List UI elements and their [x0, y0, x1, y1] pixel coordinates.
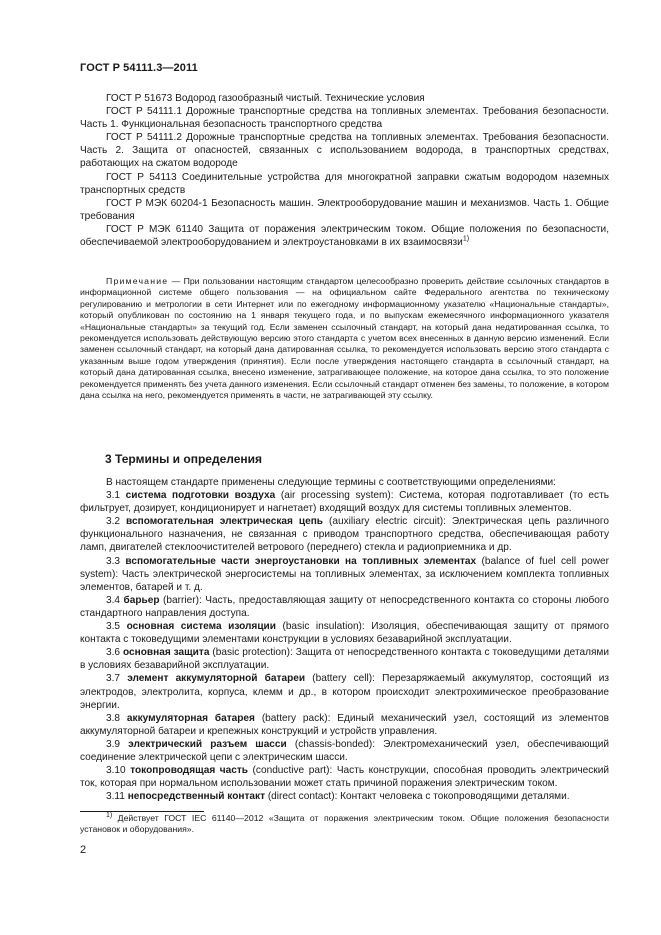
note-block — [80, 276, 609, 401]
term-number: 3.5 — [106, 621, 127, 633]
term-name: электрический разъем шасси — [128, 738, 287, 750]
footnote-marker: 1) — [106, 812, 113, 820]
term-entry — [80, 620, 609, 646]
term-name: барьер — [123, 594, 160, 606]
term-definition: (auxiliary electric circuit): Электрическая цепь различного функционального назначения, не связанная с приводом транспортного средства, обеспечивающая работу ламп, двигателей стеклоочистителей ветрового (переднего) стекла и радиоприемника и др. — [80, 516, 609, 554]
term-name: вспомогательные части энергоустановки на топливных элементах — [125, 555, 477, 567]
footnote — [80, 813, 609, 836]
term-name: система подготовки воздуха — [125, 490, 276, 502]
term-entry — [80, 646, 609, 672]
terms-list — [80, 476, 609, 803]
term-name: элемент аккумуляторной батареи — [127, 673, 306, 685]
footnote-divider — [80, 811, 204, 812]
footnote-paragraph — [80, 813, 609, 836]
footnote-marker: 1) — [462, 235, 470, 243]
reference-item — [80, 223, 609, 249]
term-number: 3.11 — [106, 791, 128, 803]
term-entry — [80, 738, 609, 764]
term-entry — [80, 489, 609, 515]
term-definition: (battery cell): Перезаряжаемый аккумулятор, состоящий из электродов, электролита, корпуса, клемм и др., в котором происходит электрохимическое преобразование энергии. — [80, 673, 610, 711]
reference-item: ГОСТ Р МЭК 60204-1 Безопасность машин. Электрооборудование машин и механизмов. Часть 1. Общие требования — [80, 197, 609, 222]
term-entry — [80, 555, 609, 594]
term-definition: (barrier): Часть, предоставляющая защиту от непосредственного контакта со стороны любого стандартного направления доступа. — [80, 594, 609, 619]
term-entry — [80, 790, 609, 803]
term-number: 3.7 — [106, 673, 128, 685]
footnote-text: Действует ГОСТ IEC 61140—2012 «Защита от поражения электрическим током. Общие положения безопасности установок и оборудования». — [80, 813, 609, 835]
term-entry — [80, 594, 609, 620]
normative-references — [80, 92, 609, 249]
term-definition: (air processing system): Система, которая подготавливает (то есть фильтрует, дозирует, кондиционирует и нагнетает) входящий воздух для системы топливных элементов. — [80, 490, 609, 515]
reference-item: ГОСТ Р 54113 Соединительные устройства для многократной заправки сжатым водородом наземных транспортных средств — [80, 171, 609, 196]
term-number: 3.3 — [106, 555, 126, 567]
reference-text: ГОСТ Р МЭК 61140 Защита от поражения электрическим током. Общие положения по безопасности, обеспечиваемой электрооборудованием и электроустановками в их взаимосвязи — [80, 223, 609, 249]
reference-item: ГОСТ Р 54111.1 Дорожные транспортные средства на топливных элементах. Требования безопасности. Часть 1. Функциональная безопасность транспортного средства — [80, 106, 609, 131]
term-number: 3.10 — [106, 765, 131, 777]
term-definition: (basic insulation): Изоляция, обеспечивающая защиту от прямого контакта с токоведущими элементами конструкции в условиях безаварийной эксплуатации. — [80, 621, 609, 646]
reference-item: ГОСТ Р 54111.2 Дорожные транспортные средства на топливных элементах. Требования безопасности. Часть 2. Защита от опасностей, связанных с использованием водорода, в транспортных средствах, работающих на сжатом водороде — [80, 132, 609, 170]
term-name: основная защита — [123, 647, 210, 659]
term-name: вспомогательная электрическая цепь — [126, 516, 324, 528]
term-number: 3.4 — [106, 594, 124, 606]
term-name: аккумуляторная батарея — [126, 712, 255, 724]
term-definition: (balance of fuel cell power system): Часть электрической энергосистемы на топливных элементах, за исключением комплекта топливных элементов, батарей и т. д. — [80, 555, 610, 593]
section-heading: 3 Термины и определения — [105, 452, 263, 466]
term-definition: (direct contact): Контакт человека с токопроводящими деталями. — [265, 791, 570, 803]
term-definition: (conductive part): Часть конструкции, способная проводить электрический ток, которая при нормальном использовании может стать причиной поражения электрическим током. — [80, 765, 609, 790]
terms-intro: В настоящем стандарте применены следующие термины с соответствующими определениями: — [106, 477, 556, 488]
term-entry — [80, 764, 609, 790]
page-number: 2 — [80, 844, 87, 856]
term-name: токопроводящая часть — [130, 765, 249, 777]
term-number: 3.1 — [106, 490, 126, 502]
term-entry — [80, 712, 609, 738]
term-number: 3.2 — [106, 516, 127, 528]
note-text: — При пользовании настоящим стандартом целесообразно проверить действие ссылочных стандартов в информационной системе общего пользования — на официальном сайте Федерального агентства по техническому регулированию и метрологии в сети Интернет или по ежегодному информационному указателю «Национальные стандарты», который опубликован по состоянию на 1 января текущего года, и по выпускам ежемесячного информационного указателя «Национальные стандарты» за текущий год. Если заменен ссылочный стандарт, на который дана недатированная ссылка, то рекомендуется использовать действующую версию этого стандарта с учетом всех внесенных в данную версию изменений. Если заменен ссылочный стандарт, на который дана датированная ссылка, то рекомендуется использовать версию этого стандарта с указанным выше годом утверждения (принятия). Если после утверждения настоящего стандарта в ссылочный стандарт, на который дана датированная ссылка, внесено изменение, затрагивающее положение, на которое дана ссылка, то это положение рекомендуется применять без учета данного изменения. Если ссылочный стандарт отменен без замены, то положение, в котором дана ссылка на него, рекомендуется применять в части, не затрагивающей эту ссылку. — [80, 276, 609, 401]
term-definition: (chassis-bonded): Электромеханический узел, обеспечивающий соединение электрической цепи с электрическим шасси. — [80, 738, 609, 763]
term-number: 3.9 — [106, 738, 129, 750]
document-header: ГОСТ Р 54111.3—2011 — [80, 62, 198, 74]
note-label: Примечание — [106, 276, 169, 286]
term-definition: (basic protection): Защита от непосредственного контакта с токоведущими деталями в условиях безаварийной эксплуатации. — [80, 647, 610, 672]
term-entry — [80, 515, 609, 554]
term-name: основная система изоляции — [126, 621, 276, 633]
term-name: непосредственный контакт — [127, 791, 266, 803]
term-entry — [80, 672, 609, 711]
reference-item: ГОСТ Р 51673 Водород газообразный чистый. Технические условия — [106, 93, 425, 104]
note-paragraph — [80, 276, 609, 401]
term-definition: (battery pack): Единый механический узел, состоящий из элементов аккумуляторной батареи и крепежных конструкций и устройств управления. — [80, 712, 609, 737]
term-number: 3.6 — [106, 647, 123, 659]
term-number: 3.8 — [106, 712, 127, 724]
